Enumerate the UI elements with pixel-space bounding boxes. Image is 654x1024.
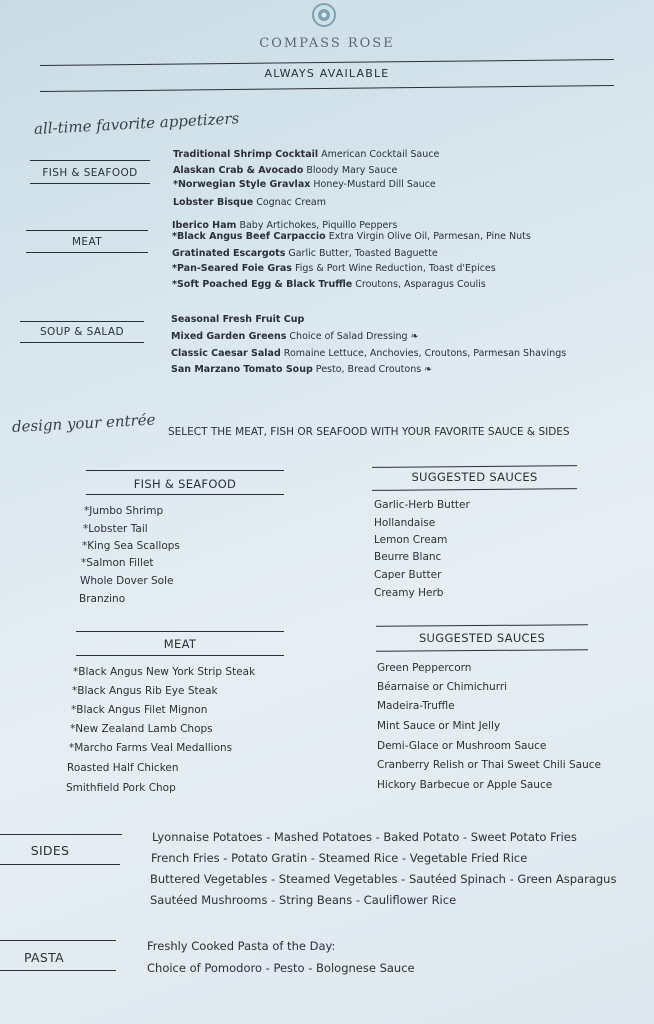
fish-sauces-heading: SUGGESTED SAUCES <box>411 470 538 484</box>
list-item: French Fries - Potato Gratin - Steamed Rice - Vegetable Fried Rice <box>151 851 528 865</box>
divider <box>86 494 284 495</box>
divider <box>0 864 120 865</box>
list-item: Gratinated Escargots Garlic Butter, Toasted Baguette <box>172 248 438 259</box>
divider <box>376 624 588 626</box>
list-item: Alaskan Crab & Avocado Bloody Mary Sauce <box>173 165 398 176</box>
list-item: Beurre Blanc <box>374 551 442 563</box>
entree-instruction: SELECT THE MEAT, FISH OR SEAFOOD WITH YOUR FAVORITE SAUCE & SIDES <box>168 426 570 438</box>
category-fish-seafood: FISH & SEAFOOD <box>42 167 138 179</box>
list-item: Demi-Glace or Mushroom Sauce <box>377 740 547 752</box>
list-item: Sautéed Mushrooms - String Beans - Cauliflower Rice <box>150 893 457 907</box>
divider <box>76 631 284 632</box>
list-item: Iberico Ham Baby Artichokes, Piquillo Peppers <box>172 220 398 231</box>
divider <box>20 321 144 322</box>
divider <box>76 655 284 656</box>
list-item: *Lobster Tail <box>83 523 148 535</box>
compass-rose-logo <box>309 2 339 28</box>
list-item: Creamy Herb <box>374 587 444 599</box>
list-item: Lobster Bisque Cognac Cream <box>173 197 327 208</box>
list-item: Smithfield Pork Chop <box>66 782 176 794</box>
list-item: Green Peppercorn <box>377 662 472 674</box>
divider <box>376 649 588 651</box>
list-item: Lyonnaise Potatoes - Mashed Potatoes - Baked Potato - Sweet Potato Fries <box>152 830 577 844</box>
list-item: Madeira-Truffle <box>377 700 455 712</box>
entree-meat-heading: MEAT <box>163 637 197 651</box>
list-item: *Salmon Fillet <box>81 557 154 569</box>
list-item: Traditional Shrimp Cocktail American Cocktail Sauce <box>173 149 440 160</box>
list-item: Béarnaise or Chimichurri <box>377 681 508 693</box>
appetizers-script-title: all-time favorite appetizers <box>33 109 240 138</box>
divider <box>86 470 284 471</box>
list-item: Hickory Barbecue or Apple Sauce <box>377 779 553 791</box>
list-item: *Black Angus Rib Eye Steak <box>72 685 218 697</box>
list-item: Freshly Cooked Pasta of the Day: <box>147 939 336 953</box>
list-item: Mixed Garden Greens Choice of Salad Dressing ❧ <box>171 331 419 342</box>
list-item: *New Zealand Lamb Chops <box>70 723 213 735</box>
divider <box>372 465 577 468</box>
list-item: Classic Caesar Salad Romaine Lettuce, Anchovies, Croutons, Parmesan Shavings <box>171 348 567 359</box>
entree-fish-heading: FISH & SEAFOOD <box>133 477 237 491</box>
divider <box>372 488 577 491</box>
divider <box>0 940 116 941</box>
list-item: *Black Angus Filet Mignon <box>71 704 208 716</box>
list-item: Caper Butter <box>374 569 442 581</box>
divider <box>20 342 144 343</box>
list-item: *Norwegian Style Gravlax Honey-Mustard Dill Sauce <box>173 179 436 190</box>
divider <box>40 85 614 92</box>
divider <box>0 970 116 971</box>
list-item: *Pan-Seared Foie Gras Figs & Port Wine Reduction, Toast d'Epices <box>172 263 496 274</box>
list-item: Choice of Pomodoro - Pesto - Bolognese Sauce <box>147 961 415 975</box>
category-soup-salad: SOUP & SALAD <box>39 326 124 338</box>
divider <box>30 183 150 184</box>
divider <box>26 230 148 231</box>
always-available-title: ALWAYS AVAILABLE <box>264 67 390 80</box>
brand-name: COMPASS ROSE <box>259 36 395 51</box>
list-item: Hollandaise <box>374 517 436 529</box>
list-item: *Soft Poached Egg & Black Truffle Croutons, Asparagus Coulis <box>172 279 486 290</box>
divider <box>30 160 150 161</box>
list-item: *Black Angus New York Strip Steak <box>73 666 256 678</box>
list-item: Garlic-Herb Butter <box>374 499 470 511</box>
meat-sauces-heading: SUGGESTED SAUCES <box>418 631 546 645</box>
list-item: *Marcho Farms Veal Medallions <box>69 742 233 754</box>
list-item: *King Sea Scallops <box>82 540 180 552</box>
category-meat: MEAT <box>71 236 103 248</box>
list-item: Cranberry Relish or Thai Sweet Chili Sauce <box>377 759 601 771</box>
list-item: Lemon Cream <box>374 534 448 546</box>
list-item: Whole Dover Sole <box>80 575 174 587</box>
entree-script-title: design your entrée <box>11 410 156 436</box>
list-item: Branzino <box>79 593 126 605</box>
list-item: *Black Angus Beef Carpaccio Extra Virgin Olive Oil, Parmesan, Pine Nuts <box>172 231 531 242</box>
list-item: San Marzano Tomato Soup Pesto, Bread Croutons ❧ <box>171 364 433 375</box>
divider <box>0 834 122 835</box>
pasta-heading: PASTA <box>24 950 64 965</box>
list-item: *Jumbo Shrimp <box>84 505 164 517</box>
divider <box>26 252 148 253</box>
list-item: Buttered Vegetables - Steamed Vegetables - Sautéed Spinach - Green Asparagus <box>150 872 617 886</box>
list-item: Roasted Half Chicken <box>67 762 179 774</box>
divider <box>40 59 614 66</box>
list-item: Mint Sauce or Mint Jelly <box>377 720 501 732</box>
sides-heading: SIDES <box>30 843 70 858</box>
list-item: Seasonal Fresh Fruit Cup <box>171 314 305 325</box>
